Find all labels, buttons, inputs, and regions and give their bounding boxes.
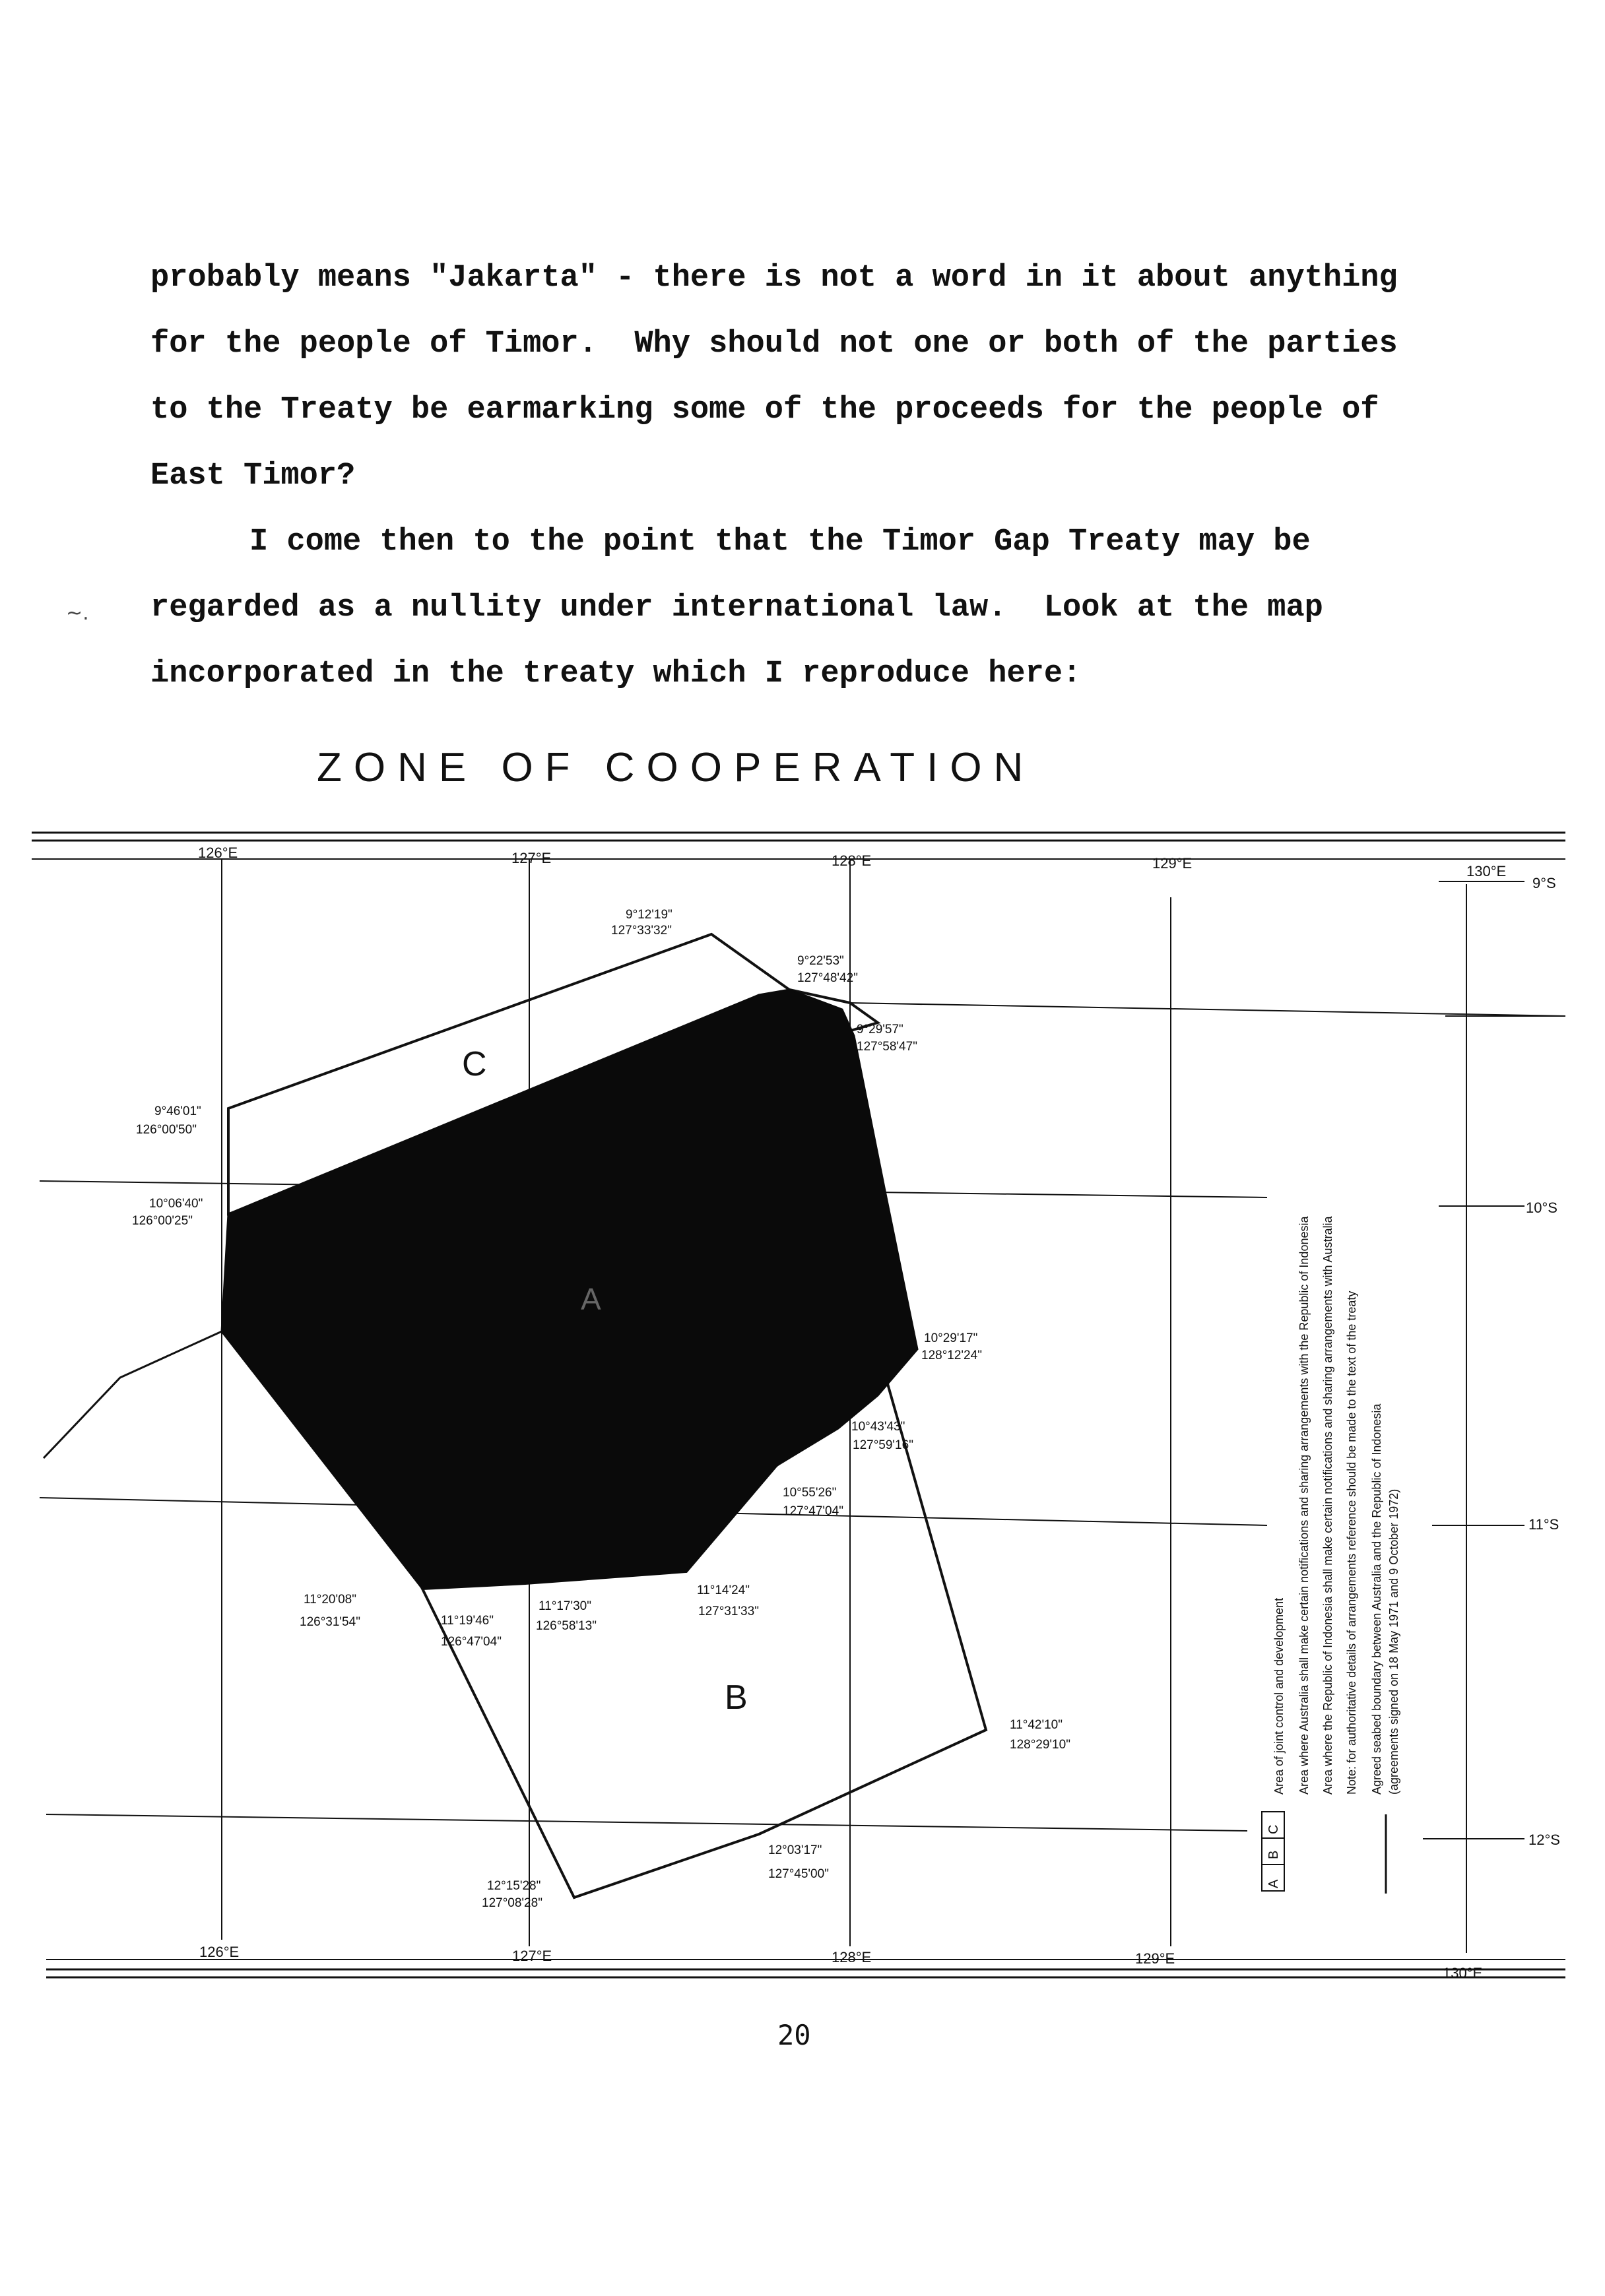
- pt-8-lat: 10°55'26": [783, 1486, 837, 1500]
- lon-bottom-128: 128°E: [832, 1949, 872, 1965]
- pt-2-lon: 127°48'42": [797, 971, 858, 985]
- pt-12-lon: 127°31'33": [698, 1605, 759, 1618]
- lon-bottom-127: 127°E: [512, 1948, 552, 1964]
- lon-bottom-130: 130°E: [1443, 1965, 1483, 1981]
- legend-text-c: Area where the Republic of Indonesia shall make certain notifications and sharing arrangements with Australia: [1321, 1216, 1334, 1795]
- lon-bottom-129: 129°E: [1135, 1950, 1175, 1967]
- area-label-b: B: [725, 1678, 748, 1717]
- pt-12-lat: 11°14'24": [697, 1583, 750, 1597]
- legend-key-a: A: [1266, 1879, 1281, 1888]
- pt-10-lat: 11°19'46": [441, 1614, 494, 1628]
- legend: [1262, 1216, 1400, 1894]
- lat-9: 9°S: [1532, 875, 1556, 891]
- pt-7-lon: 127°59'16": [853, 1438, 913, 1452]
- pt-1-lon: 127°33'32": [611, 924, 672, 938]
- longitude-labels-bottom: [199, 1944, 1482, 1981]
- pt-3-lon: 127°58'47": [857, 1040, 917, 1054]
- coast-line: [44, 1331, 222, 1458]
- area-label-a: A: [581, 1282, 601, 1316]
- pt-9-lat: 11°20'08": [304, 1593, 356, 1607]
- pt-8-lon: 127°47'04": [783, 1504, 843, 1518]
- margin-mark: ~.: [66, 602, 89, 625]
- pt-5-lat: 10°06'40": [149, 1197, 203, 1211]
- lon-top-129: 129°E: [1152, 855, 1193, 872]
- legend-text-a: Area of joint control and development: [1272, 1597, 1286, 1795]
- pt-11-lat: 11°17'30": [539, 1599, 591, 1613]
- pt-13-lon: 128°29'10": [1010, 1738, 1070, 1752]
- legend-boundary-text-2: (agreements signed on 18 May 1971 and 9 October 1972): [1387, 1488, 1400, 1795]
- pt-6-lon: 128°12'24": [921, 1349, 982, 1362]
- paragraph-2: I come then to the point that the Timor Gap Treaty may be regarded as a nullity under international law. Look at the map incorporated in the treaty which I reproduce here:: [150, 525, 1342, 691]
- lat-10: 10°S: [1526, 1199, 1557, 1216]
- pt-3-lat: 9°29'57": [857, 1023, 903, 1036]
- pt-6-lat: 10°29'17": [924, 1331, 978, 1345]
- pt-9-lon: 126°31'54": [300, 1615, 360, 1629]
- pt-4-lon: 126°00'50": [136, 1123, 197, 1137]
- legend-key-c: C: [1266, 1824, 1281, 1834]
- page-number: 20: [777, 2019, 811, 2051]
- pt-2-lat: 9°22'53": [797, 954, 844, 968]
- map-title: ZONE OF COOPERATION: [317, 745, 1035, 790]
- legend-note: Note: for authoritative details of arrangements reference should be made to the text of the treaty: [1345, 1291, 1358, 1795]
- pt-10-lon: 126°47'04": [441, 1635, 502, 1649]
- pt-7-lat: 10°43'43": [851, 1420, 905, 1434]
- lat-12: 12°S: [1528, 1832, 1560, 1848]
- paragraph-1: probably means "Jakarta" - there is not a word in it about anything for the people of Timor. Why should not one or both of the parties to the Treaty be earmarking some of the proceeds for the people of East Timor?: [150, 261, 1416, 494]
- longitude-labels-top: [198, 845, 1506, 879]
- pt-5-lon: 126°00'25": [132, 1214, 193, 1228]
- lat-11: 11°S: [1528, 1516, 1559, 1533]
- pt-11-lon: 126°58'13": [536, 1619, 597, 1633]
- lon-top-127: 127°E: [511, 850, 552, 866]
- pt-1-lat: 9°12'19": [626, 908, 672, 922]
- legend-text-b: Area where Australia shall make certain notifications and sharing arrangements with the Republic of Indonesia: [1297, 1216, 1311, 1795]
- lon-top-130: 130°E: [1466, 863, 1507, 879]
- latitude-labels: [1526, 875, 1560, 1848]
- pt-14-lat: 12°03'17": [768, 1843, 822, 1857]
- lon-top-128: 128°E: [832, 852, 872, 869]
- pt-15-lon: 127°08'28": [482, 1896, 542, 1910]
- lon-bottom-126: 126°E: [199, 1944, 240, 1960]
- pt-13-lat: 11°42'10": [1010, 1718, 1063, 1732]
- pt-15-lat: 12°15'28": [487, 1879, 541, 1893]
- pt-14-lon: 127°45'00": [768, 1867, 829, 1881]
- legend-key-b: B: [1266, 1850, 1281, 1859]
- pt-4-lat: 9°46'01": [154, 1104, 201, 1118]
- lon-top-126: 126°E: [198, 845, 238, 861]
- area-label-c: C: [462, 1045, 487, 1083]
- legend-boundary-text-1: Agreed seabed boundary between Australia and the Republic of Indonesia: [1370, 1403, 1383, 1795]
